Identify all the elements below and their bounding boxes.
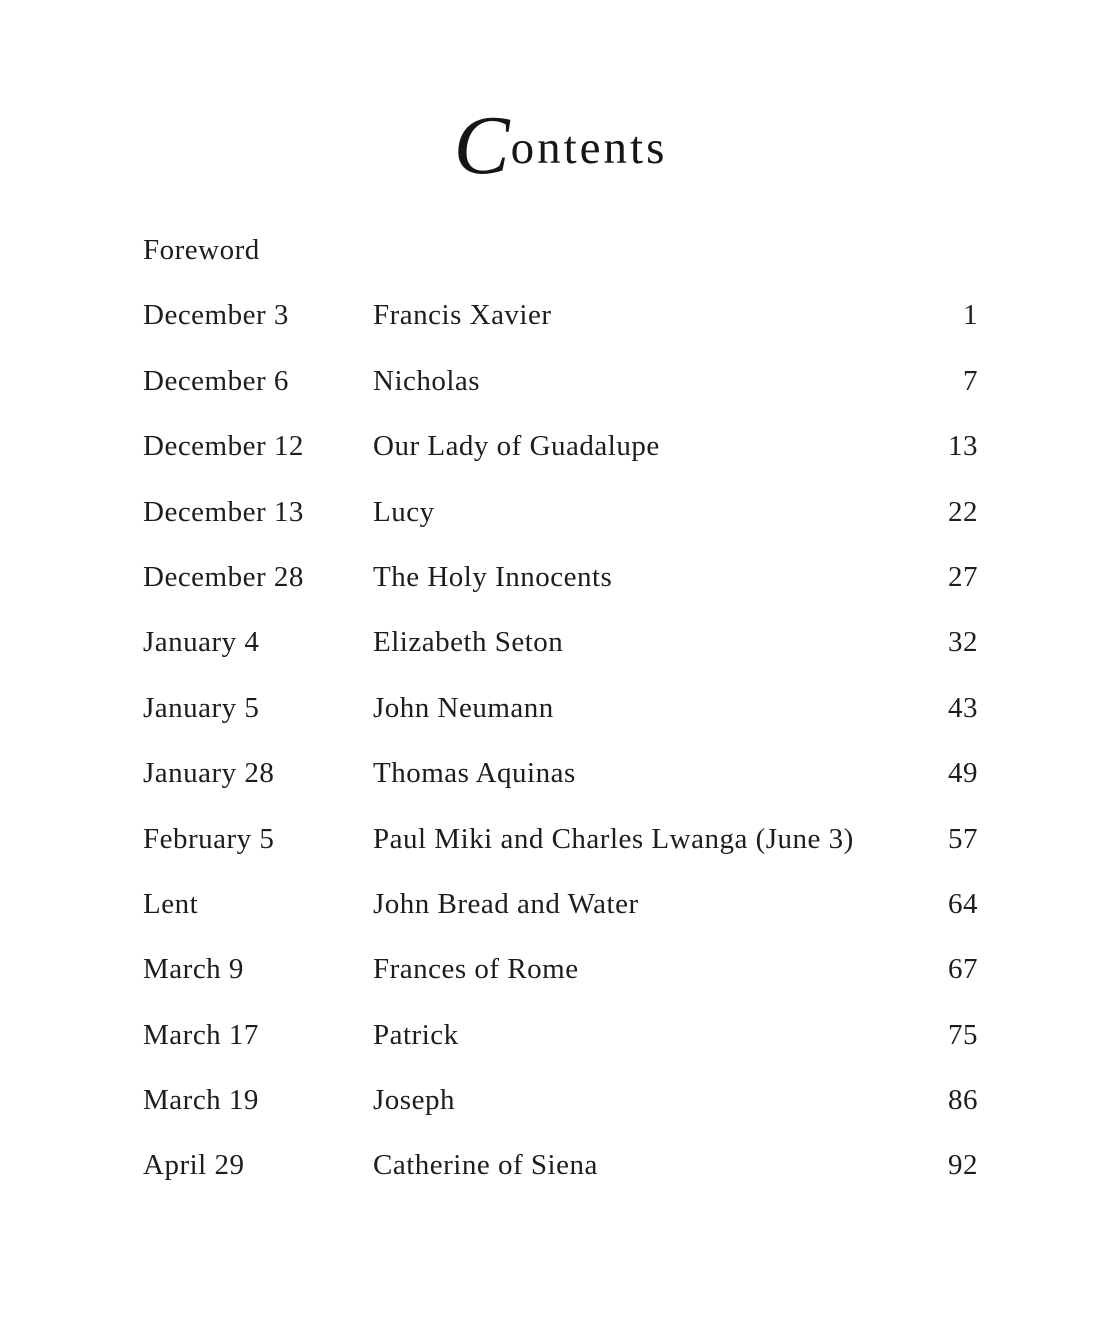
toc-entry-page: 92 — [948, 1149, 978, 1182]
page-title — [143, 99, 978, 192]
toc-entry-name: John Bread and Water — [373, 887, 639, 920]
toc-entry-date: December 13 — [143, 495, 304, 528]
toc-entry-page: 1 — [963, 299, 978, 332]
toc-row — [143, 823, 978, 888]
toc-entry-page: 57 — [948, 822, 978, 855]
toc-entry-page: 67 — [948, 953, 978, 986]
toc-row — [143, 626, 978, 691]
foreword-label: Foreword — [143, 234, 260, 266]
toc-row — [143, 757, 978, 822]
title-rest: ontents — [510, 122, 668, 174]
toc-row — [143, 1019, 978, 1084]
toc-row — [143, 299, 978, 364]
toc-row — [143, 561, 978, 626]
toc-entry-date: December 12 — [143, 430, 304, 463]
toc-entry-date: January 5 — [143, 691, 260, 724]
toc-entry-date: January 28 — [143, 757, 275, 790]
toc-entry-name: John Neumann — [373, 691, 554, 724]
toc-entry-name: Nicholas — [373, 364, 481, 397]
toc-entry-page: 13 — [948, 430, 978, 463]
toc-entry-name: Frances of Rome — [373, 953, 579, 986]
toc-entry-name: Elizabeth Seton — [373, 626, 564, 659]
toc-row — [143, 953, 978, 1018]
toc-entry-name: Lucy — [373, 495, 435, 528]
toc-entry-date: March 19 — [143, 1084, 259, 1117]
toc-row — [143, 1149, 978, 1214]
toc-entry-page: 86 — [948, 1084, 978, 1117]
toc-entry-page: 22 — [948, 495, 978, 528]
toc-entry-name: Catherine of Siena — [373, 1149, 598, 1182]
toc-entry-page: 75 — [948, 1018, 978, 1051]
toc-row — [143, 430, 978, 495]
toc-entry-date: April 29 — [143, 1149, 245, 1182]
toc-entry-page: 43 — [948, 691, 978, 724]
toc-entry-date: February 5 — [143, 822, 275, 855]
toc-entry-date: March 17 — [143, 1018, 259, 1051]
toc-row — [143, 365, 978, 430]
toc-entry-date: December 3 — [143, 299, 289, 332]
toc-entry-date: December 28 — [143, 560, 304, 593]
toc-entry-page: 49 — [948, 757, 978, 790]
toc-entry-name: Francis Xavier — [373, 299, 552, 332]
table-of-contents — [143, 234, 978, 1215]
toc-entry-page: 64 — [948, 887, 978, 920]
toc-entry-page: 7 — [963, 364, 978, 397]
toc-entry-date: March 9 — [143, 953, 244, 986]
toc-row — [143, 1084, 978, 1149]
foreword-row — [143, 234, 978, 299]
toc-entry-date: December 6 — [143, 364, 289, 397]
toc-row — [143, 692, 978, 757]
toc-entry-date: January 4 — [143, 626, 260, 659]
toc-entry-name: Thomas Aquinas — [373, 757, 576, 790]
toc-entry-name: Joseph — [373, 1084, 455, 1117]
toc-entry-date: Lent — [143, 887, 199, 920]
title-initial-letter: C — [453, 99, 510, 192]
toc-entry-name: Patrick — [373, 1018, 459, 1051]
toc-row — [143, 496, 978, 561]
toc-row — [143, 888, 978, 953]
toc-entry-page: 32 — [948, 626, 978, 659]
toc-entry-name: Our Lady of Guadalupe — [373, 430, 660, 463]
toc-entry-name: The Holy Innocents — [373, 560, 613, 593]
toc-entry-name: Paul Miki and Charles Lwanga (June 3) — [373, 822, 854, 855]
toc-entry-page: 27 — [948, 560, 978, 593]
